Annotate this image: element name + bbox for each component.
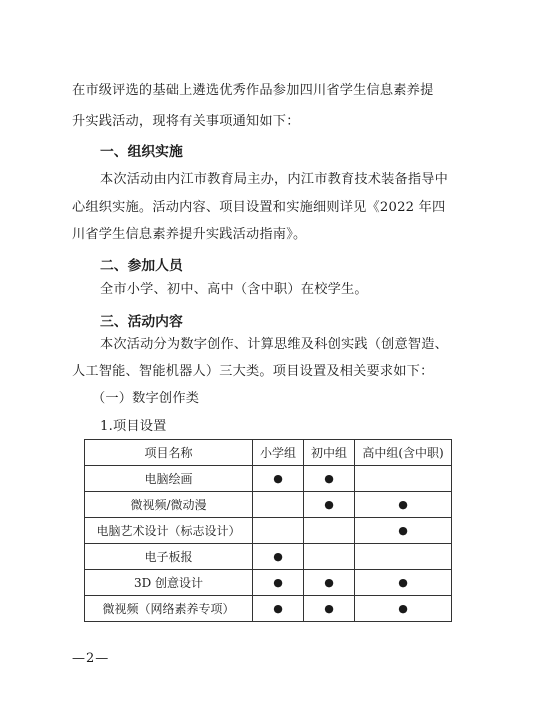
- table-cell-mark: ●: [253, 570, 304, 596]
- section-1-line-1: 本次活动由内江市教育局主办，内江市教育技术装备指导中: [100, 172, 449, 187]
- table-header-cell: 小学组: [253, 440, 304, 466]
- table-cell-mark: ●: [253, 544, 304, 570]
- intro-line-1: 在市级评选的基础上遴选优秀作品参加四川省学生信息素养提: [72, 83, 434, 98]
- table-row: [85, 466, 452, 492]
- section-1-heading: 一、组织实施: [100, 144, 183, 160]
- table-cell-mark: ●: [355, 570, 452, 596]
- table-cell-mark: ●: [253, 596, 304, 622]
- table-cell-name: 3D 创意设计: [85, 570, 253, 596]
- section-2-heading: 二、参加人员: [100, 258, 183, 274]
- project-settings-table: [84, 439, 452, 622]
- table-cell-name: 电脑绘画: [85, 466, 253, 492]
- table-cell-name: 电脑艺术设计（标志设计）: [85, 518, 253, 544]
- section-3-line-1: 本次活动分为数字创作、计算思维及科创实践（创意智造、: [100, 337, 449, 352]
- table-cell-mark: ●: [304, 466, 355, 492]
- table-row: [85, 570, 452, 596]
- table-cell-name: 电子板报: [85, 544, 253, 570]
- table-cell-mark: [355, 466, 452, 492]
- table-cell-mark: [304, 518, 355, 544]
- intro-line-2: 升实践活动，现将有关事项通知如下：: [72, 114, 300, 129]
- page-number: —2—: [72, 651, 110, 666]
- table-header-row: [85, 440, 452, 466]
- table-header-cell: 高中组(含中职): [355, 440, 452, 466]
- table-cell-mark: ●: [253, 466, 304, 492]
- table-header-cell: 初中组: [304, 440, 355, 466]
- table-cell-mark: ●: [304, 492, 355, 518]
- table-cell-mark: [355, 544, 452, 570]
- section-1-line-3: 川省学生信息素养提升实践活动指南》。: [72, 227, 307, 242]
- subsection-1-item-1: 1.项目设置: [100, 419, 167, 434]
- table-cell-mark: [253, 518, 304, 544]
- table-cell-mark: ●: [355, 518, 452, 544]
- subsection-1-title: （一）数字创作类: [92, 391, 200, 406]
- table-cell-mark: ●: [355, 492, 452, 518]
- table-cell-mark: ●: [304, 596, 355, 622]
- table-cell-name: 微视频（网络素养专项）: [85, 596, 253, 622]
- table-row: [85, 596, 452, 622]
- table-cell-mark: ●: [355, 596, 452, 622]
- table-cell-name: 微视频/微动漫: [85, 492, 253, 518]
- section-1-line-2: 心组织实施。活动内容、项目设置和实施细则详见《2022 年四: [72, 200, 446, 215]
- table-header-cell: 项目名称: [85, 440, 253, 466]
- table-cell-mark: ●: [304, 570, 355, 596]
- table-row: [85, 518, 452, 544]
- table-cell-mark: [304, 544, 355, 570]
- section-3-line-2: 人工智能、智能机器人）三大类。项目设置及相关要求如下：: [72, 364, 434, 379]
- table-row: [85, 544, 452, 570]
- table-cell-mark: [253, 492, 304, 518]
- table-row: [85, 492, 452, 518]
- section-2-line-1: 全市小学、初中、高中（含中职）在校学生。: [100, 282, 368, 297]
- section-3-heading: 三、活动内容: [100, 314, 183, 330]
